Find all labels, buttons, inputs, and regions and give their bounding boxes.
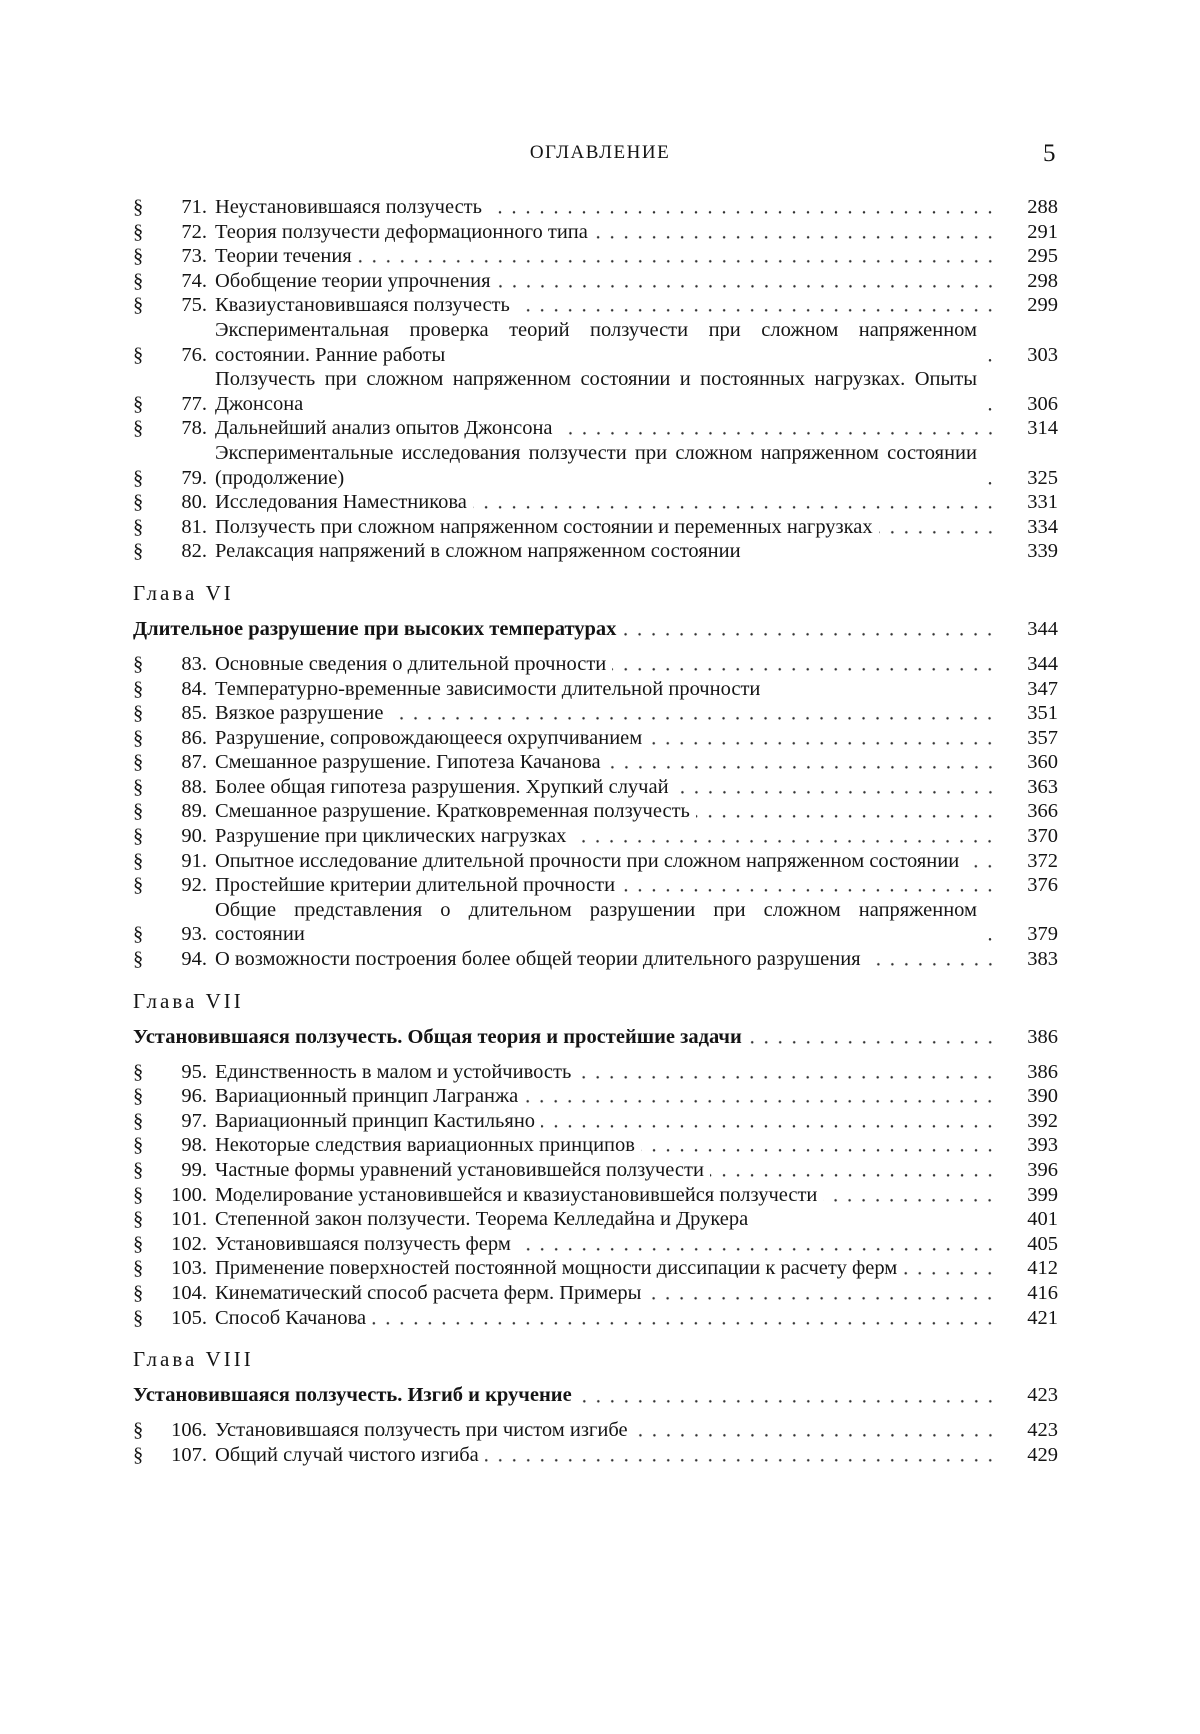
chapter-heading (133, 1024, 1058, 1050)
section-mark: § (133, 1419, 144, 1442)
section-title: Моделирование установившейся и квазиустановившейся ползучести (215, 1183, 818, 1206)
dot-leader (488, 195, 997, 220)
section-title: Применение поверхностей постоянной мощности диссипации к расчету ферм (215, 1257, 898, 1280)
section-mark: § (133, 269, 144, 292)
section-number: 90. (181, 825, 207, 848)
dot-leader (516, 293, 997, 318)
section-number: 95. (181, 1060, 207, 1083)
section-page: 399 (1027, 1183, 1058, 1206)
dot-leader (577, 1060, 997, 1085)
section-page: 314 (1027, 417, 1058, 440)
dot-leader (648, 726, 997, 751)
section-mark: § (133, 948, 144, 971)
section-number: 107. (171, 1443, 207, 1466)
section-page: 295 (1027, 245, 1058, 268)
toc-entry (133, 515, 1058, 540)
section-title: Неустановившаяся ползучесть (215, 196, 482, 218)
section-page: 390 (1027, 1085, 1058, 1108)
chapter-heading (133, 616, 1058, 642)
running-header (0, 140, 1200, 170)
section-title: Теории течения (215, 245, 352, 268)
section-title: Частные формы уравнений установившейся ползучести (215, 1159, 704, 1181)
toc-entry (133, 1060, 1058, 1085)
section-title: Экспериментальная проверка теорий ползучести при сложном напряженном состоянии. Ранние работы (215, 318, 977, 366)
section-title: Экспериментальные исследования ползучести при сложном напряженном состоянии (продолжение) (215, 441, 977, 489)
chapter-label: Глава VI (133, 580, 234, 605)
toc-entry (133, 824, 1058, 849)
section-number: 80. (181, 491, 207, 514)
section-mark: § (133, 702, 144, 725)
section-title: Степенной закон ползучести. Теорема Келледайна и Друкера (215, 1208, 749, 1231)
dot-leader (594, 220, 997, 245)
section-page: 370 (1027, 825, 1058, 848)
chapter-label: Глава VII (133, 988, 244, 1013)
section-page: 379 (1027, 923, 1058, 946)
toc-entry (133, 1306, 1058, 1331)
section-title: Ползучесть при сложном напряженном состоянии и переменных нагрузках (215, 515, 873, 538)
dot-leader (621, 873, 997, 898)
section-number: 96. (181, 1085, 207, 1108)
dot-leader (710, 1158, 997, 1183)
section-page: 412 (1027, 1257, 1058, 1280)
section-title: Способ Качанова (215, 1306, 367, 1329)
section-title: Общие представления о длительном разрушении при сложном напряженном состоянии (215, 898, 977, 946)
section-mark: § (133, 849, 144, 872)
dot-leader (473, 490, 997, 515)
section-mark: § (133, 515, 144, 538)
section-title: Смешанное разрушение. Кратковременная ползучесть (215, 800, 690, 823)
section-page: 331 (1027, 491, 1058, 514)
section-page: 347 (1027, 677, 1058, 700)
section-page: 429 (1027, 1443, 1058, 1466)
section-mark: § (133, 1306, 144, 1329)
dot-leader (647, 1281, 997, 1306)
toc-entry (133, 652, 1058, 677)
toc-entry (133, 677, 1058, 702)
dot-leader (983, 466, 997, 491)
toc-entry (133, 220, 1058, 245)
section-mark: § (133, 245, 144, 268)
dot-leader (641, 1133, 997, 1158)
section-title: Общий случай чистого изгиба (215, 1443, 479, 1466)
section-page: 383 (1027, 948, 1058, 971)
dot-leader (517, 1232, 997, 1257)
section-mark: § (133, 540, 144, 563)
dot-leader (578, 1384, 997, 1409)
section-mark: § (133, 343, 144, 366)
section-number: 74. (181, 269, 207, 292)
section-title: Разрушение при циклических нагрузках (215, 825, 567, 848)
section-page: 401 (1027, 1208, 1058, 1231)
section-page: 396 (1027, 1159, 1058, 1181)
toc-entry (133, 1418, 1058, 1443)
chapter-page: 344 (1027, 617, 1058, 640)
dot-leader (559, 416, 997, 441)
section-number: 94. (181, 948, 207, 971)
toc-entry (133, 750, 1058, 775)
dot-leader (867, 947, 997, 972)
section-page: 357 (1027, 726, 1058, 749)
toc-entry (133, 849, 1058, 874)
toc-entry (133, 898, 1058, 947)
section-page: 393 (1027, 1134, 1058, 1157)
section-number: 85. (181, 702, 207, 725)
section-mark: § (133, 1232, 144, 1255)
section-page: 351 (1027, 702, 1058, 725)
section-page: 416 (1027, 1281, 1058, 1304)
section-page: 288 (1027, 196, 1058, 218)
section-mark: § (133, 726, 144, 749)
section-title: Некоторые следствия вариационных принципов (215, 1134, 635, 1157)
toc-entry (133, 726, 1058, 751)
toc-entry (133, 539, 1058, 564)
section-number: 102. (171, 1232, 207, 1255)
toc-entry (133, 1207, 1058, 1232)
toc-entry (133, 490, 1058, 515)
section-number: 93. (181, 923, 207, 946)
section-number: 73. (181, 245, 207, 268)
section-page: 376 (1027, 874, 1058, 897)
dot-leader (983, 343, 997, 368)
section-mark: § (133, 1159, 144, 1181)
section-number: 83. (181, 652, 207, 675)
toc-entry (133, 1443, 1058, 1468)
section-number: 105. (171, 1306, 207, 1329)
section-number: 92. (181, 874, 207, 897)
section-title: Исследования Наместникова (215, 491, 467, 514)
section-title: Температурно-временные зависимости длительной прочности (215, 677, 761, 700)
section-title: О возможности построения более общей теории длительного разрушения (215, 948, 861, 971)
header-title: ОГЛАВЛЕНИЕ (529, 142, 671, 163)
section-mark: § (133, 874, 144, 897)
toc-entry (133, 1256, 1058, 1281)
section-number: 89. (181, 800, 207, 823)
section-mark: § (133, 677, 144, 700)
section-page: 291 (1027, 220, 1058, 243)
section-number: 99. (181, 1159, 207, 1181)
section-title: Простейшие критерии длительной прочности (215, 874, 616, 897)
toc-entry (133, 1183, 1058, 1208)
toc-entry (133, 367, 1058, 416)
section-page: 303 (1027, 343, 1058, 366)
section-title: Дальнейший анализ опытов Джонсона (215, 417, 553, 440)
section-mark: § (133, 1109, 144, 1132)
section-title: Квазиустановившаяся ползучесть (215, 294, 510, 317)
dot-leader (983, 392, 997, 417)
section-title: Теория ползучести деформационного типа (215, 220, 588, 243)
chapter-heading (133, 1382, 1058, 1408)
page-number: 5 (1043, 140, 1056, 167)
toc-entry (133, 799, 1058, 824)
section-page: 344 (1027, 652, 1058, 675)
toc-entry (133, 775, 1058, 800)
toc-entry (133, 873, 1058, 898)
section-title: Вязкое разрушение (215, 702, 384, 725)
section-mark: § (133, 196, 144, 218)
section-number: 86. (181, 726, 207, 749)
section-number: 91. (181, 849, 207, 872)
section-page: 386 (1027, 1060, 1058, 1083)
dot-leader (675, 775, 997, 800)
dot-leader (524, 1084, 997, 1109)
section-mark: § (133, 1060, 144, 1083)
section-mark: § (133, 825, 144, 848)
toc-entry (133, 1232, 1058, 1257)
section-title: Обобщение теории упрочнения (215, 269, 491, 292)
dot-leader (572, 824, 997, 849)
chapter-label: Глава VIII (133, 1347, 254, 1372)
table-of-contents (133, 195, 1058, 1467)
chapter-page: 423 (1027, 1384, 1058, 1407)
toc-entry (133, 1133, 1058, 1158)
dot-leader (823, 1183, 997, 1208)
section-number: 78. (181, 417, 207, 440)
section-number: 106. (171, 1419, 207, 1442)
section-number: 71. (181, 196, 207, 218)
dot-leader (389, 701, 997, 726)
section-page: 405 (1027, 1232, 1058, 1255)
section-number: 97. (181, 1109, 207, 1132)
dot-leader (879, 515, 997, 540)
toc-entry (133, 1281, 1058, 1306)
section-number: 76. (181, 343, 207, 366)
dot-leader (497, 269, 997, 294)
section-number: 72. (181, 220, 207, 243)
chapter-title: Установившаяся ползучесть. Изгиб и кручение (133, 1384, 572, 1407)
section-number: 101. (171, 1208, 207, 1231)
dot-leader (485, 1443, 997, 1468)
dot-leader (696, 799, 997, 824)
toc-entry (133, 244, 1058, 269)
section-title: Единственность в малом и устойчивость (215, 1060, 572, 1083)
toc-entry (133, 293, 1058, 318)
section-mark: § (133, 800, 144, 823)
section-mark: § (133, 1257, 144, 1280)
dot-leader (965, 849, 997, 874)
section-title: Вариационный принцип Кастильяно (215, 1109, 536, 1132)
section-title: Ползучесть при сложном напряженном состоянии и постоянных нагрузках. Опыты Джонсона (215, 368, 977, 415)
section-title: Опытное исследование длительной прочности при сложном напряженном состоянии (215, 849, 960, 872)
section-number: 82. (181, 540, 207, 563)
chapter-page: 386 (1027, 1025, 1058, 1048)
dot-leader (622, 617, 997, 642)
section-mark: § (133, 1183, 144, 1206)
dot-leader (748, 1025, 997, 1050)
section-page: 339 (1027, 540, 1058, 563)
section-mark: § (133, 1208, 144, 1231)
section-mark: § (133, 491, 144, 514)
section-title: Более общая гипотеза разрушения. Хрупкий случай (215, 775, 669, 798)
section-page: 360 (1027, 751, 1058, 774)
toc-entry (133, 416, 1058, 441)
section-mark: § (133, 392, 144, 415)
section-number: 104. (171, 1281, 207, 1304)
section-title: Основные сведения о длительной прочности (215, 652, 607, 675)
section-number: 87. (181, 751, 207, 774)
toc-entry (133, 701, 1058, 726)
section-number: 81. (181, 515, 207, 538)
section-number: 98. (181, 1134, 207, 1157)
section-mark: § (133, 220, 144, 243)
dot-leader (358, 244, 997, 269)
section-mark: § (133, 923, 144, 946)
toc-entry (133, 947, 1058, 972)
section-title: Установившаяся ползучесть при чистом изгибе (215, 1419, 628, 1442)
chapter-title: Установившаяся ползучесть. Общая теория и простейшие задачи (133, 1025, 742, 1048)
toc-entry (133, 1109, 1058, 1134)
section-page: 334 (1027, 515, 1058, 538)
toc-entry (133, 441, 1058, 490)
section-number: 79. (181, 466, 207, 489)
toc-entry (133, 1158, 1058, 1183)
section-title: Смешанное разрушение. Гипотеза Качанова (215, 751, 601, 774)
section-title: Кинематический способ расчета ферм. Примеры (215, 1281, 642, 1304)
dot-leader (541, 1109, 997, 1134)
section-page: 421 (1027, 1306, 1058, 1329)
section-page: 325 (1027, 466, 1058, 489)
section-number: 103. (171, 1257, 207, 1280)
toc-entry (133, 318, 1058, 367)
chapter-title: Длительное разрушение при высоких температурах (133, 617, 617, 640)
section-page: 423 (1027, 1419, 1058, 1442)
section-mark: § (133, 417, 144, 440)
section-page: 298 (1027, 269, 1058, 292)
section-page: 392 (1027, 1109, 1058, 1132)
toc-entry (133, 269, 1058, 294)
section-mark: § (133, 1085, 144, 1108)
section-number: 75. (181, 294, 207, 317)
section-mark: § (133, 751, 144, 774)
section-mark: § (133, 775, 144, 798)
section-page: 363 (1027, 775, 1058, 798)
dot-leader (372, 1306, 997, 1331)
section-title: Вариационный принцип Лагранжа (215, 1085, 519, 1108)
section-number: 88. (181, 775, 207, 798)
dot-leader (903, 1256, 997, 1281)
section-mark: § (133, 1443, 144, 1466)
section-mark: § (133, 1134, 144, 1157)
section-mark: § (133, 294, 144, 317)
section-title: Разрушение, сопровождающееся охрупчиванием (215, 726, 643, 749)
dot-leader (612, 652, 997, 677)
section-page: 306 (1027, 392, 1058, 415)
section-mark: § (133, 466, 144, 489)
section-mark: § (133, 652, 144, 675)
section-title: Установившаяся ползучесть ферм (215, 1232, 511, 1255)
dot-leader (607, 750, 997, 775)
dot-leader (983, 922, 997, 947)
section-number: 100. (171, 1183, 207, 1206)
section-page: 366 (1027, 800, 1058, 823)
section-page: 299 (1027, 294, 1058, 317)
section-number: 84. (181, 677, 207, 700)
section-page: 372 (1027, 849, 1058, 872)
toc-entry (133, 195, 1058, 220)
section-number: 77. (181, 392, 207, 415)
dot-leader (634, 1418, 997, 1443)
section-title: Релаксация напряжений в сложном напряженном состоянии (215, 540, 741, 563)
toc-entry (133, 1084, 1058, 1109)
section-mark: § (133, 1281, 144, 1304)
